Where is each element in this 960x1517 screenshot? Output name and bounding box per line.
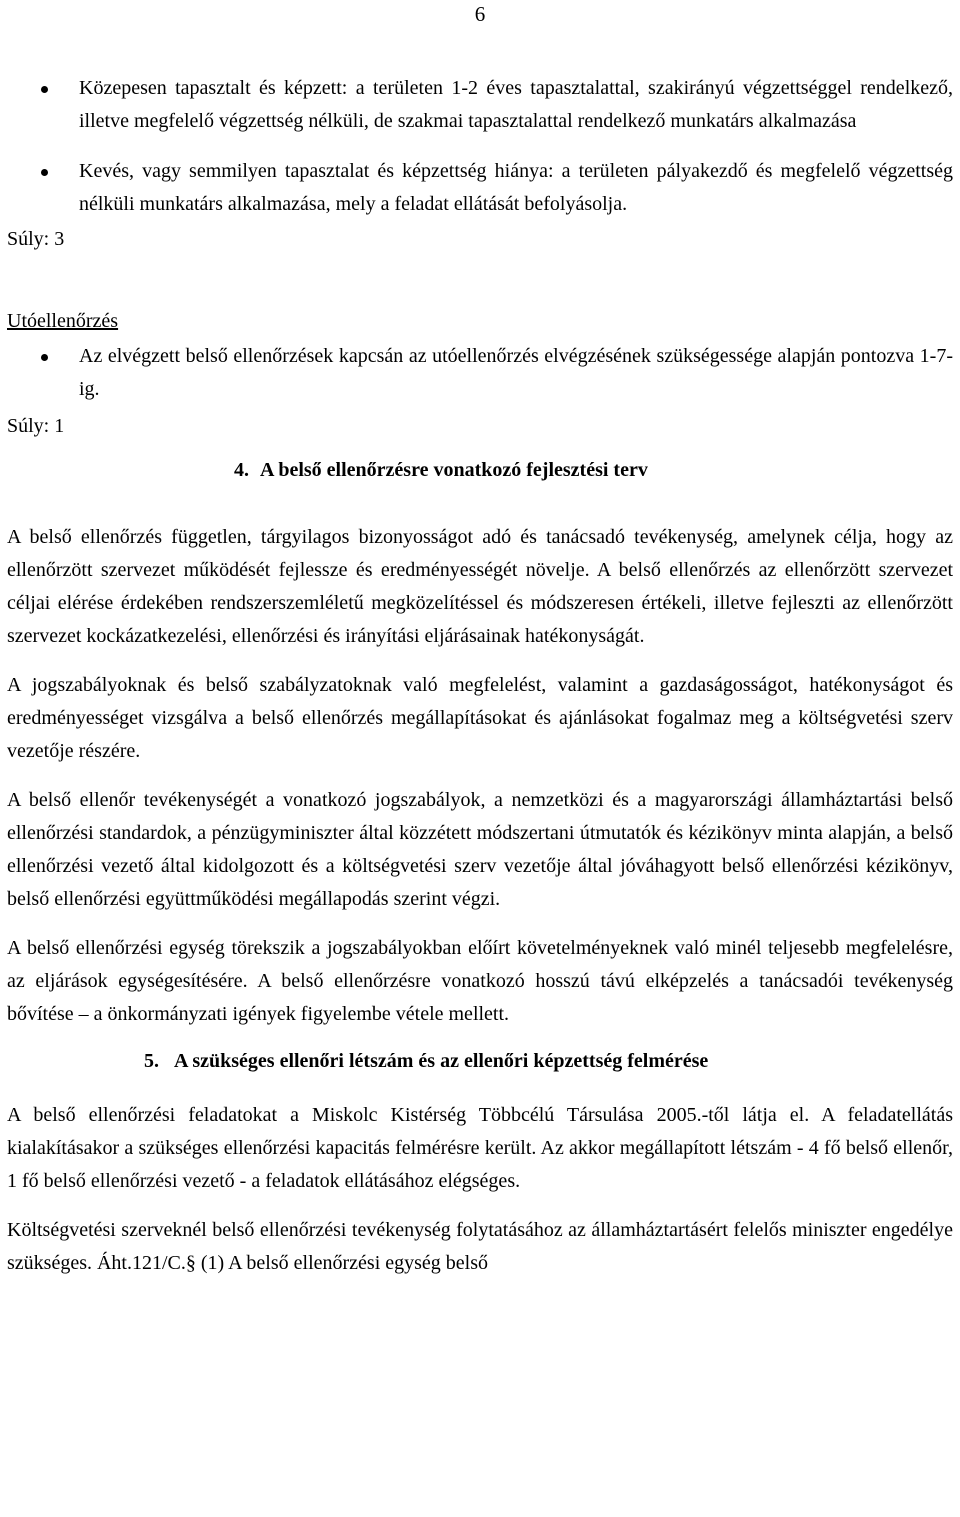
bullet-icon (41, 169, 48, 176)
section-heading-5 (7, 1045, 953, 1078)
section-5-body (7, 1099, 953, 1280)
list-item (7, 155, 953, 221)
paragraph: A belső ellenőrzési egység törekszik a jogszabályokban előírt követelményeknek való minél teljesebb megfelelésre, az eljárások egységesítésére. A belső ellenőrzésre vonatkozó hosszú távú elképzelés a tanácsadói tevékenység bővítése – a önkormányzati igények figyelembe vétele mellett. (7, 937, 953, 1025)
list-item-text: Közepesen tapasztalt és képzett: a területen 1-2 éves tapasztalattal, szakirányú végzettséggel rendelkező, illetve megfelelő végzettség nélküli, de szakmai tapasztalattal rendelkező munkatárs alkalmazása (79, 77, 953, 132)
weight-label: Súly: 1 (7, 415, 65, 437)
heading-title: A szükséges ellenőri létszám és az ellenőri képzettség felmérése (174, 1050, 709, 1072)
section-heading-utoellenorzes: Utóellenőrzés (7, 310, 119, 332)
list-item (7, 72, 953, 138)
heading-number: 4. (234, 459, 249, 481)
list-item-text: Kevés, vagy semmilyen tapasztalat és képzettség hiánya: a területen pályakezdő és megfelelő végzettség nélküli munkatárs alkalmazása, mely a feladat ellátását befolyásolja. (79, 160, 953, 215)
bullet-icon (41, 86, 48, 93)
paragraph: Költségvetési szerveknél belső ellenőrzési tevékenység folytatásához az államháztartásért felelős miniszter engedélye szükséges. Áht.121/C.§ (1) A belső ellenőrzési egység belső (7, 1219, 953, 1274)
bullet-list-experience (7, 72, 953, 221)
paragraph: A belső ellenőr tevékenységét a vonatkozó jogszabályok, a nemzetközi és a magyarországi államháztartási belső ellenőrzési standardok, a pénzügyminiszter által közzétett módszertani útmutatók és kézikönyv minta alapján, a belső ellenőrzési vezető által kidolgozott és a költségvetési szerv vezetője által jóváhagyott belső ellenőrzési kézikönyv, belső ellenőrzési együttműködési megállapodás szerint végzi. (7, 789, 953, 910)
section-heading-4 (7, 454, 953, 487)
heading-title: A belső ellenőrzésre vonatkozó fejlesztési terv (260, 459, 648, 481)
section-4-body (7, 521, 953, 1031)
paragraph: A belső ellenőrzési feladatokat a Miskolc Kistérség Többcélú Társulása 2005.-től látja el. A feladatellátás kialakításakor a szükséges ellenőrzési kapacitás felmérésre került. Az akkor megállapított létszám - 4 fő belső ellenőr, 1 fő belső ellenőrzési vezető - a feladatok ellátásához elégséges. (7, 1104, 953, 1192)
page-number: 6 (474, 2, 486, 26)
list-item (7, 340, 953, 406)
heading-number: 5. (144, 1050, 159, 1072)
bullet-icon (41, 354, 48, 361)
paragraph: A jogszabályoknak és belső szabályzatoknak való megfelelést, valamint a gazdaságosságot, hatékonyságot és eredményességet vizsgálva a belső ellenőrzés megállapításokat és ajánlásokat fogalmaz meg a költségvetési szerv vezetője részére. (7, 674, 953, 762)
weight-label: Súly: 3 (7, 228, 65, 250)
paragraph: A belső ellenőrzés független, tárgyilagos bizonyosságot adó és tanácsadó tevékenység, amelynek célja, hogy az ellenőrzött szervezet működését fejlessze és eredményességét növelje. A belső ellenőrzés az ellenőrzött szervezet céljai elérése érdekében rendszerszemléletű megközelítéssel és módszeresen értékeli, illetve fejleszti az ellenőrzött szervezet kockázatkezelési, ellenőrzési és irányítási eljárásainak hatékonyságát. (7, 526, 953, 647)
list-item-text: Az elvégzett belső ellenőrzések kapcsán az utóellenőrzés elvégzésének szükségessége alapján pontozva 1-7-ig. (79, 345, 953, 400)
document-body (7, 72, 953, 1280)
bullet-list-followup (7, 340, 953, 406)
